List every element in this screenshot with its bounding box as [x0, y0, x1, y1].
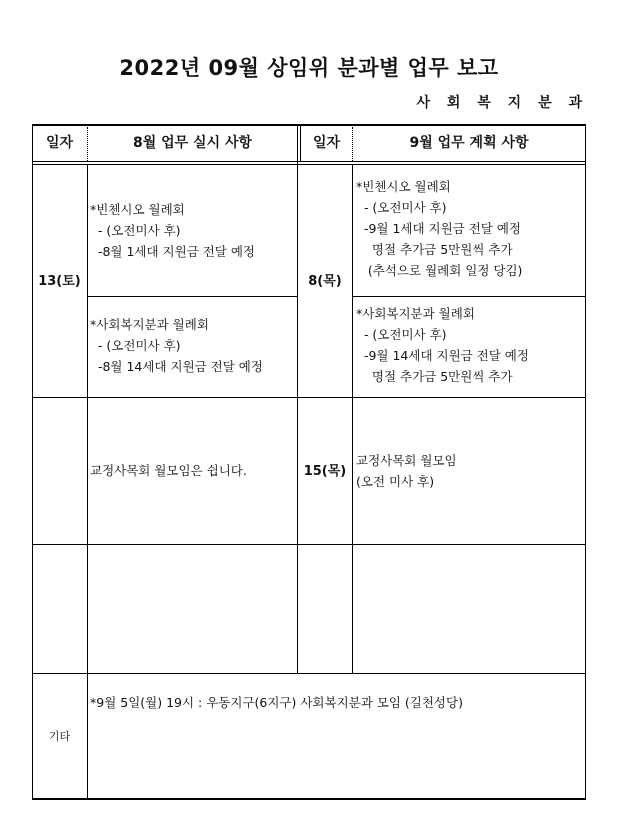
september-block-1-line: (추석으로 월례회 일정 당김): [356, 263, 523, 278]
etc-label: 기타: [48, 729, 71, 743]
header-september-plans: 9월 업무 계획 사항: [409, 135, 529, 151]
header-date-august: 일자: [45, 135, 74, 151]
august-block-2-line: - (오전미사 후): [90, 338, 181, 353]
september-meeting-line: 교정사목회 월모임: [356, 453, 457, 468]
september-block-1-line: 명절 추가금 5만원씩 추가: [356, 242, 513, 257]
etc-text: *9월 5일(월) 19시 : 우동지구(6지구) 사회복지분과 모임 (길천성당): [90, 695, 463, 710]
september-block-2-line: -9월 14세대 지원금 전달 예정: [356, 348, 529, 363]
august-date-cell: 13(토): [38, 273, 81, 289]
august-block-2: [90, 314, 295, 377]
september-block-1-line: -9월 1세대 지원금 전달 예정: [356, 221, 522, 236]
august-block-1-line: *빈첸시오 월례회: [90, 202, 185, 217]
september-block-1-line: - (오전미사 후): [356, 200, 447, 215]
september-block-2-line: - (오전미사 후): [356, 327, 447, 342]
september-date-cell-2: 15(목): [303, 463, 347, 479]
september-block-2-line: *사회복지분과 월례회: [356, 306, 475, 321]
september-meeting-line: (오전 미사 후): [356, 474, 435, 489]
september-block-1: [356, 176, 584, 281]
september-date-cell: 8(목): [308, 273, 342, 289]
august-block-2-line: *사회복지분과 월례회: [90, 317, 209, 332]
august-note: 교정사목회 월모임은 쉽니다.: [90, 463, 247, 478]
report-table: [32, 124, 586, 800]
september-block-2: [356, 303, 584, 387]
header-august-tasks: 8월 업무 실시 사항: [132, 135, 253, 151]
header-date-september: 일자: [312, 135, 341, 151]
september-meeting: [356, 450, 584, 492]
page-title: 2022년 09월 상임위 분과별 업무 보고: [119, 56, 499, 80]
august-block-1-line: -8월 1세대 지원금 전달 예정: [90, 244, 256, 259]
august-block-2-line: -8월 14세대 지원금 전달 예정: [90, 359, 263, 374]
august-block-1: [90, 199, 295, 262]
september-block-1-line: *빈첸시오 월례회: [356, 179, 451, 194]
september-block-2-line: 명절 추가금 5만원씩 추가: [356, 369, 513, 384]
department-label: 사 회 복 지 분 과: [416, 95, 588, 111]
august-block-1-line: - (오전미사 후): [90, 223, 181, 238]
